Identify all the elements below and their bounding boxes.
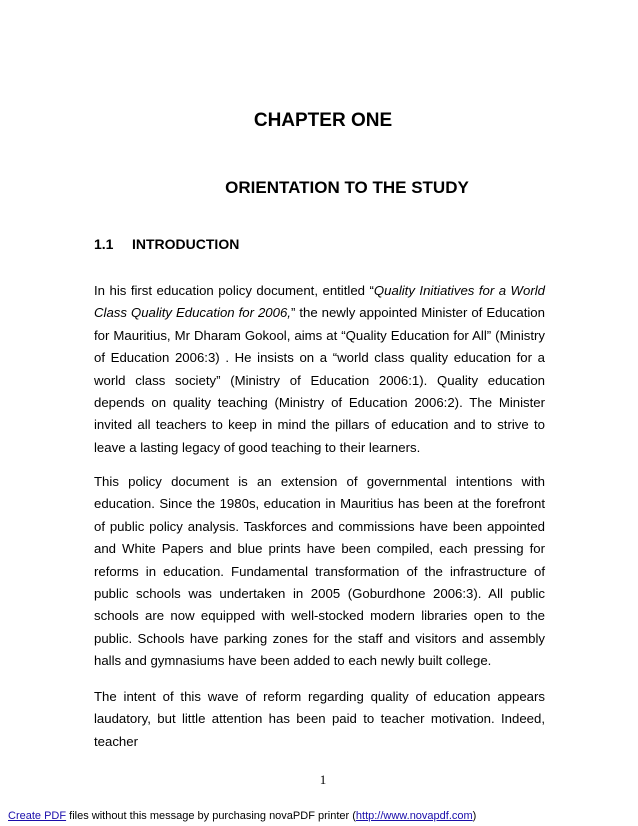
- section-heading: [94, 236, 239, 252]
- paragraph-1-lead: In his first education policy document, entitled “: [94, 283, 374, 298]
- footer-text: files without this message by purchasing novaPDF printer (: [66, 810, 356, 822]
- page-number: 1: [319, 772, 327, 787]
- footer-text-end: ): [472, 810, 477, 822]
- create-pdf-link[interactable]: Create PDF: [8, 810, 67, 822]
- paragraph-1-rest: ” the newly appointed Minister of Education for Mauritius, Mr Dharam Gokool, aims at “Quality Education for All” (Ministry of Education 2006:3) . He insists on a “world class quality education for a world class society” (Ministry of Education 2006:1). Quality education depends on quality teaching (Ministry of Education 2006:2). The Minister invited all teachers to keep in mind the pillars of education and to strive to leave a lasting legacy of good teaching to their learners.: [94, 305, 545, 455]
- policy-document-title: Quality Initiatives for a World Class Quality Education for 2006,: [94, 283, 545, 321]
- pdf-footer: [8, 810, 476, 822]
- paragraph-1: [94, 280, 545, 459]
- paragraph-2: This policy document is an extension of governmental intentions with education. Since the 1980s, education in Mauritius has been at the forefront of public policy analysis. Taskforces and commissions have been appointed and White Papers and blue prints have been compiled, each pressing for reforms in education. Fundamental transformation of the infrastructure of public schools was undertaken in 2005 (Goburdhone 2006:3). All public schools are now equipped with well-stocked modern libraries open to the public. Schools have parking zones for the staff and visitors and assembly halls and gymnasiums have been added to each newly built college.: [94, 474, 545, 669]
- paragraph-3: The intent of this wave of reform regarding quality of education appears laudatory, but little attention has been paid to teacher motivation. Indeed, teacher: [94, 689, 545, 749]
- section-number: 1.1: [94, 236, 114, 252]
- chapter-title: CHAPTER ONE: [253, 110, 393, 131]
- novapdf-link[interactable]: http://www.novapdf.com: [355, 810, 473, 822]
- section-title: INTRODUCTION: [132, 236, 240, 252]
- page-subtitle: ORIENTATION TO THE STUDY: [225, 178, 469, 197]
